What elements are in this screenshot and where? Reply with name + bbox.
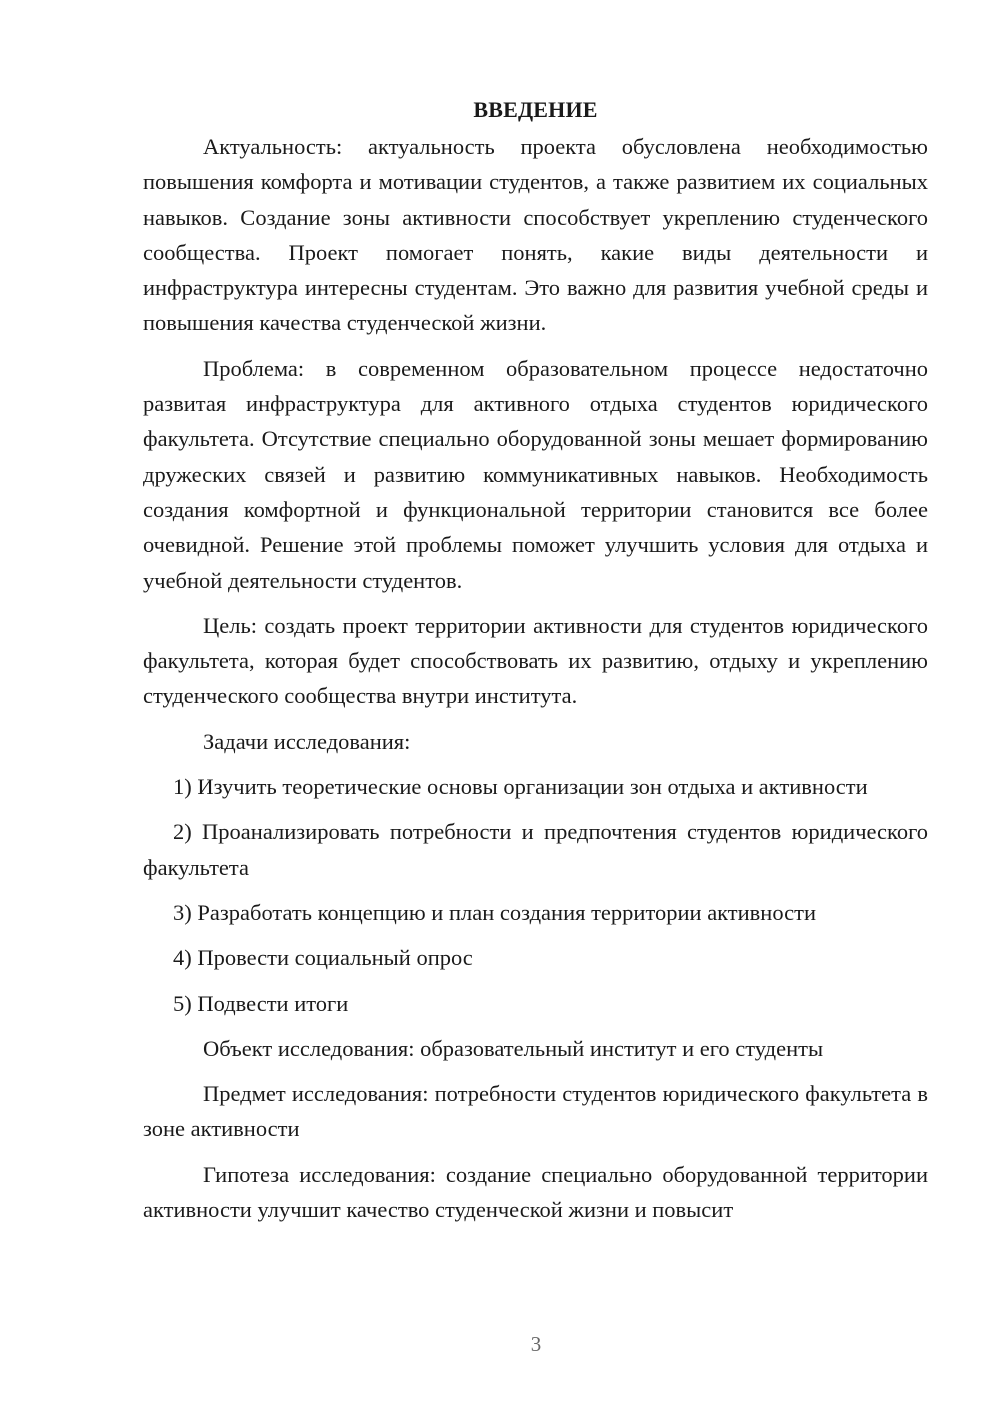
paragraph-object: Объект исследования: образовательный институт и его студенты [203, 1035, 824, 1061]
page-title: ВВЕДЕНИЕ [473, 97, 598, 122]
task-item-1: 1) Изучить теоретические основы организации зон отдыха и активности [173, 774, 868, 800]
paragraph-subject: Предмет исследования: потребности студентов юридического факультета в зоне активности [143, 1081, 928, 1142]
paragraph-tasks-heading: Задачи исследования: [203, 728, 411, 754]
paragraph-relevance: Актуальность: актуальность проекта обусловлена необходимостью повышения комфорта и мотивации студентов, а также развитием их социальных навыков. Создание зоны активности способствует укреплению студенческого сообщества. Проект помогает понять, какие виды деятельности и инфраструктура интересны студентам. Это важно для развития учебной среды и повышения качества студенческой жизни. [143, 134, 928, 336]
document-page [143, 92, 928, 1227]
paragraph-hypothesis: Гипотеза исследования: создание специально оборудованной территории активности улучшит качество студенческой жизни и повысит [143, 1161, 928, 1223]
page-number: 3 [530, 1332, 542, 1356]
paragraph-goal: Цель: создать проект территории активности для студентов юридического факультета, которая будет способствовать их развитию, отдыху и укреплению студенческого сообщества внутри института. [143, 612, 928, 709]
task-item-2: 2) Проанализировать потребности и предпочтения студентов юридического факультета [143, 819, 928, 880]
task-item-5: 5) Подвести итоги [173, 990, 349, 1016]
task-item-3: 3) Разработать концепцию и план создания территории активности [173, 899, 817, 925]
task-item-4: 4) Провести социальный опрос [173, 945, 473, 971]
paragraph-problem: Проблема: в современном образовательном процессе недостаточно развитая инфраструктура для активного отдыха студентов юридического факультета. Отсутствие специально оборудованной зоны мешает формированию дружеских связей и развитию коммуникативных навыков. Необходимость создания комфортной и функциональной территории становится все более очевидной. Решение этой проблемы поможет улучшить условия для отдыха и учебной деятельности студентов. [143, 355, 928, 593]
